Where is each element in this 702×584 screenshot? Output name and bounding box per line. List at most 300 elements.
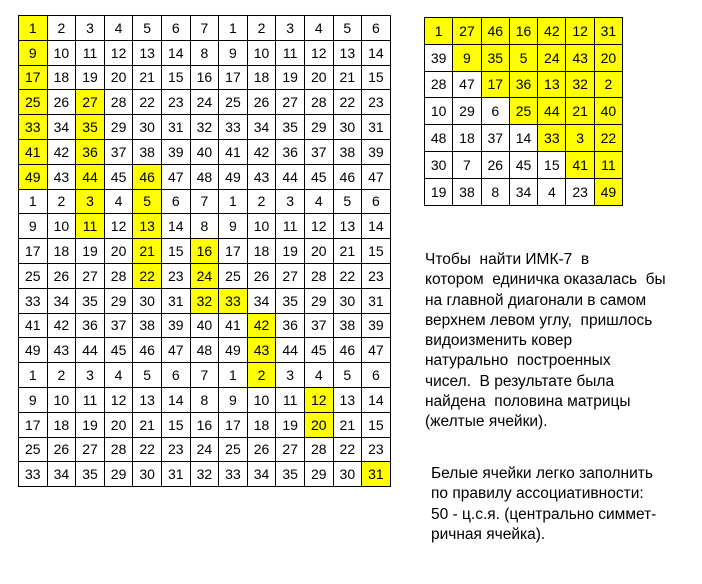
carpet-cell: 17 [19,65,48,90]
square-cell: 9 [453,44,481,71]
carpet-cell: 24 [190,437,219,462]
carpet-cell: 9 [219,214,248,239]
square-cell: 2 [594,71,622,98]
text-line: верхнем левом углу, пришлось [425,311,653,329]
carpet-cell: 14 [161,40,190,65]
text-line: котором единичка оказалась бы [425,271,666,289]
carpet-cell: 47 [362,164,391,189]
carpet-row [19,189,391,214]
carpet-cell: 28 [304,437,333,462]
carpet-cell: 30 [133,115,162,140]
square-cell: 28 [425,71,453,98]
carpet-cell: 1 [19,189,48,214]
square-cell: 13 [538,71,566,98]
carpet-cell: 1 [219,189,248,214]
square-cell: 47 [453,71,481,98]
carpet-cell: 15 [362,65,391,90]
carpet-cell: 25 [219,437,248,462]
carpet-cell: 21 [333,239,362,264]
carpet-cell: 36 [276,139,305,164]
square-cell: 6 [481,98,509,125]
carpet-cell: 27 [76,437,105,462]
square-cell: 36 [509,71,537,98]
carpet-cell: 48 [190,338,219,363]
carpet-cell: 22 [333,263,362,288]
carpet-cell: 17 [219,239,248,264]
square-cell: 33 [538,125,566,152]
carpet-row [19,313,391,338]
carpet-cell: 5 [133,189,162,214]
text-line: ричная ячейка). [431,525,546,543]
carpet-cell: 15 [161,239,190,264]
square-cell: 43 [566,44,594,71]
carpet-cell: 40 [190,139,219,164]
carpet-cell: 19 [76,412,105,437]
carpet-cell: 33 [19,288,48,313]
carpet-cell: 28 [304,90,333,115]
carpet-row [19,437,391,462]
square-cell: 15 [538,151,566,178]
carpet-cell: 1 [219,363,248,388]
carpet-cell: 10 [247,40,276,65]
carpet-cell: 19 [76,239,105,264]
carpet-cell: 36 [276,313,305,338]
square-row [425,98,623,125]
carpet-cell: 18 [247,65,276,90]
square-row [425,125,623,152]
text-line: чисел. В результате была [425,372,615,390]
carpet-cell: 3 [76,363,105,388]
square-row [425,44,623,71]
square-cell: 37 [481,125,509,152]
carpet-row [19,363,391,388]
carpet-cell: 20 [304,412,333,437]
carpet-cell: 1 [219,16,248,41]
carpet-cell: 41 [19,313,48,338]
carpet-cell: 27 [276,437,305,462]
carpet-cell: 37 [304,139,333,164]
carpet-cell: 34 [247,288,276,313]
carpet-cell: 10 [47,40,76,65]
carpet-cell: 26 [247,263,276,288]
carpet-cell: 26 [247,90,276,115]
carpet-cell: 42 [47,139,76,164]
carpet-cell: 21 [133,412,162,437]
carpet-cell: 13 [133,40,162,65]
carpet-cell: 19 [276,239,305,264]
text-line: найдена половина матрицы [425,393,631,411]
carpet-cell: 34 [47,115,76,140]
carpet-row [19,412,391,437]
carpet-cell: 31 [362,115,391,140]
text-line: Белые ячейки легко заполнить [431,465,653,482]
carpet-cell: 31 [362,288,391,313]
carpet-cell: 1 [19,16,48,41]
carpet-cell: 46 [133,338,162,363]
carpet-cell: 15 [161,412,190,437]
carpet-cell: 35 [276,115,305,140]
carpet-cell: 35 [76,462,105,487]
carpet-cell: 32 [190,115,219,140]
carpet-cell: 41 [219,313,248,338]
carpet-cell: 9 [219,40,248,65]
carpet-cell: 12 [104,40,133,65]
square-cell: 40 [594,98,622,125]
carpet-cell: 18 [47,65,76,90]
carpet-cell: 8 [190,387,219,412]
square-cell: 39 [425,44,453,71]
square-cell: 32 [566,71,594,98]
carpet-cell: 10 [247,387,276,412]
carpet-cell: 21 [333,65,362,90]
carpet-cell: 15 [362,412,391,437]
carpet-cell: 17 [219,412,248,437]
carpet-cell: 29 [304,288,333,313]
carpet-row [19,239,391,264]
carpet-cell: 45 [304,338,333,363]
square-cell: 21 [566,98,594,125]
explanation-text [425,250,666,433]
carpet-cell: 37 [104,139,133,164]
carpet-cell: 34 [47,462,76,487]
square-cell: 38 [453,178,481,205]
carpet-cell: 5 [333,16,362,41]
square-cell: 42 [538,18,566,45]
carpet-cell: 18 [47,412,76,437]
carpet-cell: 27 [76,263,105,288]
carpet-cell: 30 [133,462,162,487]
carpet-cell: 21 [333,412,362,437]
carpet-cell: 13 [333,214,362,239]
carpet-cell: 30 [333,115,362,140]
carpet-cell: 15 [362,239,391,264]
carpet-cell: 42 [247,139,276,164]
carpet-cell: 47 [161,164,190,189]
carpet-cell: 27 [76,90,105,115]
carpet-row [19,462,391,487]
square-cell: 19 [425,178,453,205]
carpet-cell: 1 [19,363,48,388]
carpet-cell: 9 [19,387,48,412]
carpet-cell: 6 [161,16,190,41]
carpet-cell: 26 [47,90,76,115]
text-line: видоизменить ковер [425,332,573,350]
carpet-cell: 7 [190,16,219,41]
square-row [425,18,623,45]
square-cell: 49 [594,178,622,205]
carpet-cell: 2 [247,363,276,388]
carpet-cell: 14 [161,214,190,239]
carpet-row [19,139,391,164]
text-line: (желтые ячейки). [425,413,548,431]
carpet-cell: 29 [304,115,333,140]
square-cell: 12 [566,18,594,45]
carpet-cell: 12 [104,214,133,239]
carpet-cell: 42 [247,313,276,338]
carpet-row [19,16,391,41]
carpet-cell: 36 [76,139,105,164]
square-cell: 44 [538,98,566,125]
carpet-cell: 44 [276,164,305,189]
carpet-cell: 31 [161,462,190,487]
carpet-cell: 9 [19,40,48,65]
carpet-cell: 26 [247,437,276,462]
carpet-cell: 34 [47,288,76,313]
carpet-cell: 43 [247,164,276,189]
carpet-cell: 2 [47,189,76,214]
square-cell: 8 [481,178,509,205]
carpet-cell: 49 [219,164,248,189]
square-cell: 20 [594,44,622,71]
carpet-cell: 30 [133,288,162,313]
carpet-cell: 36 [76,313,105,338]
carpet-cell: 29 [104,288,133,313]
carpet-cell: 45 [104,164,133,189]
carpet-cell: 6 [161,363,190,388]
carpet-cell: 5 [133,363,162,388]
carpet-cell: 39 [362,139,391,164]
carpet-cell: 14 [362,387,391,412]
carpet-cell: 22 [333,437,362,462]
carpet-cell: 23 [362,90,391,115]
carpet-cell: 9 [19,214,48,239]
carpet-cell: 38 [333,139,362,164]
carpet-cell: 18 [247,239,276,264]
carpet-cell: 38 [133,139,162,164]
carpet-cell: 4 [304,363,333,388]
carpet-cell: 2 [47,363,76,388]
carpet-cell: 39 [362,313,391,338]
carpet-cell: 47 [362,338,391,363]
square-cell: 41 [566,151,594,178]
carpet-cell: 32 [190,462,219,487]
carpet-cell: 3 [276,189,305,214]
carpet-cell: 3 [76,189,105,214]
carpet-cell: 30 [333,288,362,313]
carpet-cell: 44 [76,164,105,189]
rule-text [431,464,656,545]
carpet-cell: 4 [104,16,133,41]
carpet-cell: 24 [190,263,219,288]
carpet-cell: 24 [190,90,219,115]
square-row [425,71,623,98]
carpet-cell: 21 [133,65,162,90]
carpet-cell: 27 [276,90,305,115]
carpet-cell: 23 [161,437,190,462]
carpet-cell: 12 [304,387,333,412]
carpet-row [19,288,391,313]
carpet-cell: 10 [47,387,76,412]
carpet-cell: 29 [104,462,133,487]
carpet-cell: 31 [161,115,190,140]
carpet-cell: 13 [333,387,362,412]
carpet-cell: 31 [161,288,190,313]
carpet-cell: 22 [133,437,162,462]
carpet-cell: 14 [161,387,190,412]
carpet-cell: 19 [76,65,105,90]
carpet-cell: 37 [304,313,333,338]
carpet-cell: 46 [333,338,362,363]
carpet-cell: 10 [247,214,276,239]
carpet-cell: 11 [76,387,105,412]
carpet-cell: 35 [76,288,105,313]
carpet-cell: 33 [219,115,248,140]
carpet-cell: 15 [161,65,190,90]
carpet-cell: 2 [47,16,76,41]
square-cell: 1 [425,18,453,45]
carpet-row [19,40,391,65]
carpet-cell: 5 [333,189,362,214]
square-cell: 23 [566,178,594,205]
carpet-row [19,214,391,239]
carpet-cell: 17 [19,239,48,264]
square-cell: 24 [538,44,566,71]
carpet-row [19,65,391,90]
carpet-cell: 5 [133,16,162,41]
carpet-cell: 49 [19,164,48,189]
carpet-cell: 33 [19,115,48,140]
square-cell: 27 [453,18,481,45]
carpet-cell: 16 [190,65,219,90]
carpet-cell: 20 [304,65,333,90]
carpet-cell: 23 [362,263,391,288]
carpet-cell: 4 [304,16,333,41]
carpet-cell: 2 [247,189,276,214]
carpet-cell: 35 [276,288,305,313]
carpet-cell: 11 [276,214,305,239]
carpet-grid [18,15,391,487]
carpet-cell: 20 [104,65,133,90]
square-cell: 3 [566,125,594,152]
text-line: 50 - ц.с.я. (центрально симмет- [431,505,657,523]
carpet-cell: 23 [161,90,190,115]
carpet-row [19,164,391,189]
carpet-cell: 22 [133,90,162,115]
square-cell: 22 [594,125,622,152]
carpet-cell: 19 [276,412,305,437]
carpet-cell: 12 [304,40,333,65]
carpet-cell: 43 [47,338,76,363]
carpet-cell: 18 [247,412,276,437]
carpet-cell: 2 [247,16,276,41]
carpet-cell: 11 [76,214,105,239]
carpet-cell: 25 [219,90,248,115]
square-cell: 11 [594,151,622,178]
carpet-cell: 13 [333,40,362,65]
carpet-cell: 45 [104,338,133,363]
carpet-cell: 38 [333,313,362,338]
carpet-cell: 37 [104,313,133,338]
carpet-cell: 26 [47,263,76,288]
carpet-cell: 39 [161,139,190,164]
square-cell: 30 [425,151,453,178]
carpet-cell: 23 [362,437,391,462]
carpet-cell: 6 [362,16,391,41]
carpet-cell: 26 [47,437,76,462]
carpet-cell: 18 [47,239,76,264]
square-cell: 46 [481,18,509,45]
carpet-cell: 20 [104,239,133,264]
carpet-cell: 31 [362,462,391,487]
carpet-row [19,263,391,288]
carpet-cell: 49 [219,338,248,363]
carpet-cell: 22 [133,263,162,288]
carpet-row [19,90,391,115]
square-cell: 35 [481,44,509,71]
carpet-cell: 34 [247,115,276,140]
carpet-cell: 25 [19,263,48,288]
carpet-cell: 38 [133,313,162,338]
square-cell: 31 [594,18,622,45]
carpet-cell: 13 [133,214,162,239]
carpet-cell: 6 [362,189,391,214]
square-cell: 34 [509,178,537,205]
square-cell: 48 [425,125,453,152]
text-line: по правилу ассоциативности: [431,485,644,503]
carpet-cell: 17 [219,65,248,90]
square-cell: 18 [453,125,481,152]
carpet-cell: 46 [133,164,162,189]
carpet-cell: 8 [190,40,219,65]
carpet-cell: 7 [190,189,219,214]
carpet-cell: 4 [304,189,333,214]
carpet-cell: 41 [19,139,48,164]
carpet-cell: 42 [47,313,76,338]
carpet-cell: 43 [47,164,76,189]
carpet-cell: 11 [276,387,305,412]
carpet-cell: 45 [304,164,333,189]
carpet-cell: 48 [190,164,219,189]
carpet-cell: 28 [304,263,333,288]
carpet-row [19,387,391,412]
carpet-cell: 6 [161,189,190,214]
carpet-cell: 20 [104,412,133,437]
carpet-cell: 25 [19,90,48,115]
text-line: Чтобы найти ИМК-7 в [425,251,590,268]
carpet-cell: 47 [161,338,190,363]
square-cell: 5 [509,44,537,71]
carpet-cell: 21 [133,239,162,264]
carpet-cell: 23 [161,263,190,288]
carpet-cell: 32 [190,288,219,313]
text-line: на главной диагонали в самом [425,291,647,309]
square-cell: 17 [481,71,509,98]
square-cell: 16 [509,18,537,45]
square-cell: 26 [481,151,509,178]
carpet-cell: 11 [76,40,105,65]
carpet-cell: 44 [276,338,305,363]
carpet-cell: 16 [190,239,219,264]
carpet-cell: 40 [190,313,219,338]
square-cell: 29 [453,98,481,125]
square-cell: 25 [509,98,537,125]
carpet-cell: 6 [362,363,391,388]
carpet-cell: 28 [104,90,133,115]
carpet-row [19,338,391,363]
carpet-cell: 4 [104,363,133,388]
carpet-cell: 30 [333,462,362,487]
carpet-cell: 11 [276,40,305,65]
carpet-cell: 13 [133,387,162,412]
carpet-cell: 3 [276,16,305,41]
square-cell: 14 [509,125,537,152]
carpet-cell: 12 [104,387,133,412]
carpet-cell: 7 [190,363,219,388]
carpet-cell: 33 [219,288,248,313]
carpet-cell: 4 [104,189,133,214]
carpet-cell: 17 [19,412,48,437]
carpet-cell: 14 [362,40,391,65]
